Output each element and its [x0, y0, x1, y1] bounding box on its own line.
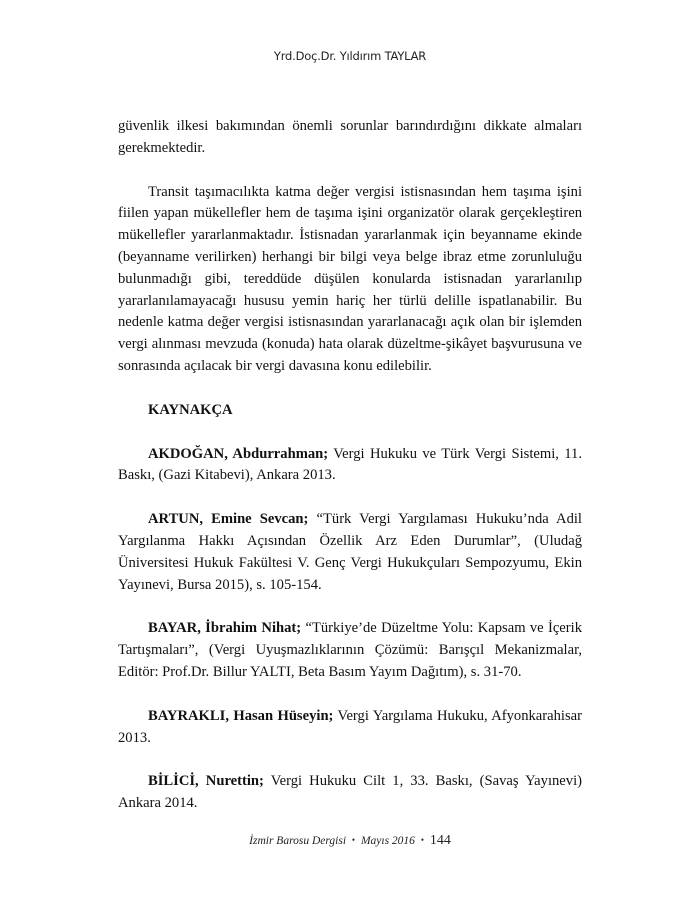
reference-entry: [118, 618, 582, 683]
page-content: [118, 116, 582, 837]
reference-text: Vergi Yargılama Hukuku, Afyonkarahisar 2013.: [118, 707, 582, 746]
reference-author: BAYRAKLI, Hasan Hüseyin;: [148, 707, 334, 724]
reference-text: “Türk Vergi Yargılaması Hukuku’nda Adil Yargılanma Hakkı Açısından Özellik Arz Eden Durumlar”, (Uludağ Üniversitesi Hukuk Fakültesi V. Genç Vergi Hukukçuları Sempozyumu, Ekin Yayınevi, Bursa 2015), s. 105-154.: [118, 511, 582, 593]
page-number: 144: [429, 833, 451, 848]
footer-journal: İzmir Barosu Dergisi: [249, 835, 347, 847]
bibliography-heading: KAYNAKÇA: [148, 401, 233, 418]
reference-text: Vergi Hukuku ve Türk Vergi Sistemi, 11. Baskı, (Gazi Kitabevi), Ankara 2013.: [118, 445, 582, 484]
body-paragraph: Transit taşımacılıkta katma değer vergisi istisnasından hem taşıma işini fiilen yapan mükellefler hem de taşıma işini organizatör olarak gerçekleştiren mükellefler yararlanmaktadır. İstisnadan yararlanmak için beyanname ekinde (beyanname verilirken) herhangi bir bilgi veya belge ibraz etme zorunluluğu bulunmadığı gibi, tereddüde düşülen konularda istisnadan yararlanılıp yararlanılamayacağı hususu yemin hariç her türlü delille ispatlanabilir. Bu nedenle katma değer vergisi istisnasından yararlanacağı açık olan bir işlemden vergi alınması mevzuda (konuda) hata olarak düzeltme-şikâyet başvurusuna ve sonrasında açılacak bir vergi davasına konu edilebilir.: [118, 183, 582, 374]
bullet-separator-icon: •: [420, 835, 424, 845]
reference-author: ARTUN, Emine Sevcan;: [148, 511, 309, 528]
reference-entry: [118, 444, 582, 488]
continuation-paragraph: güvenlik ilkesi bakımından önemli sorunlar barındırdığını dikkate almaları gerekmektedir.: [118, 118, 582, 156]
reference-text: “Türkiye’de Düzeltme Yolu: Kapsam ve İçerik Tartışmaları”, (Vergi Uyuşmazlıklarının Çözümü: Barışçıl Mekanizmalar, Editör: Prof.Dr. Billur YALTI, Beta Basım Yayım Dağıtım), s. 31-70.: [118, 620, 582, 680]
page-footer: [0, 833, 700, 849]
bullet-separator-icon: •: [351, 835, 356, 845]
reference-entry: [118, 509, 582, 596]
header-author: Yrd.Doç.Dr. Yıldırım TAYLAR: [273, 49, 427, 63]
reference-entry: [118, 706, 582, 750]
reference-author: AKDOĞAN, Abdurrahman;: [148, 445, 329, 462]
reference-author: BAYAR, İbrahim Nihat;: [148, 620, 302, 637]
footer-issue: Mayıs 2016: [360, 835, 415, 847]
running-header: [0, 49, 700, 63]
reference-author: BİLİCİ, Nurettin;: [148, 773, 264, 790]
reference-text: Vergi Hukuku Cilt 1, 33. Baskı, (Savaş Yayınevi) Ankara 2014.: [118, 773, 582, 812]
reference-entry: [118, 771, 582, 815]
